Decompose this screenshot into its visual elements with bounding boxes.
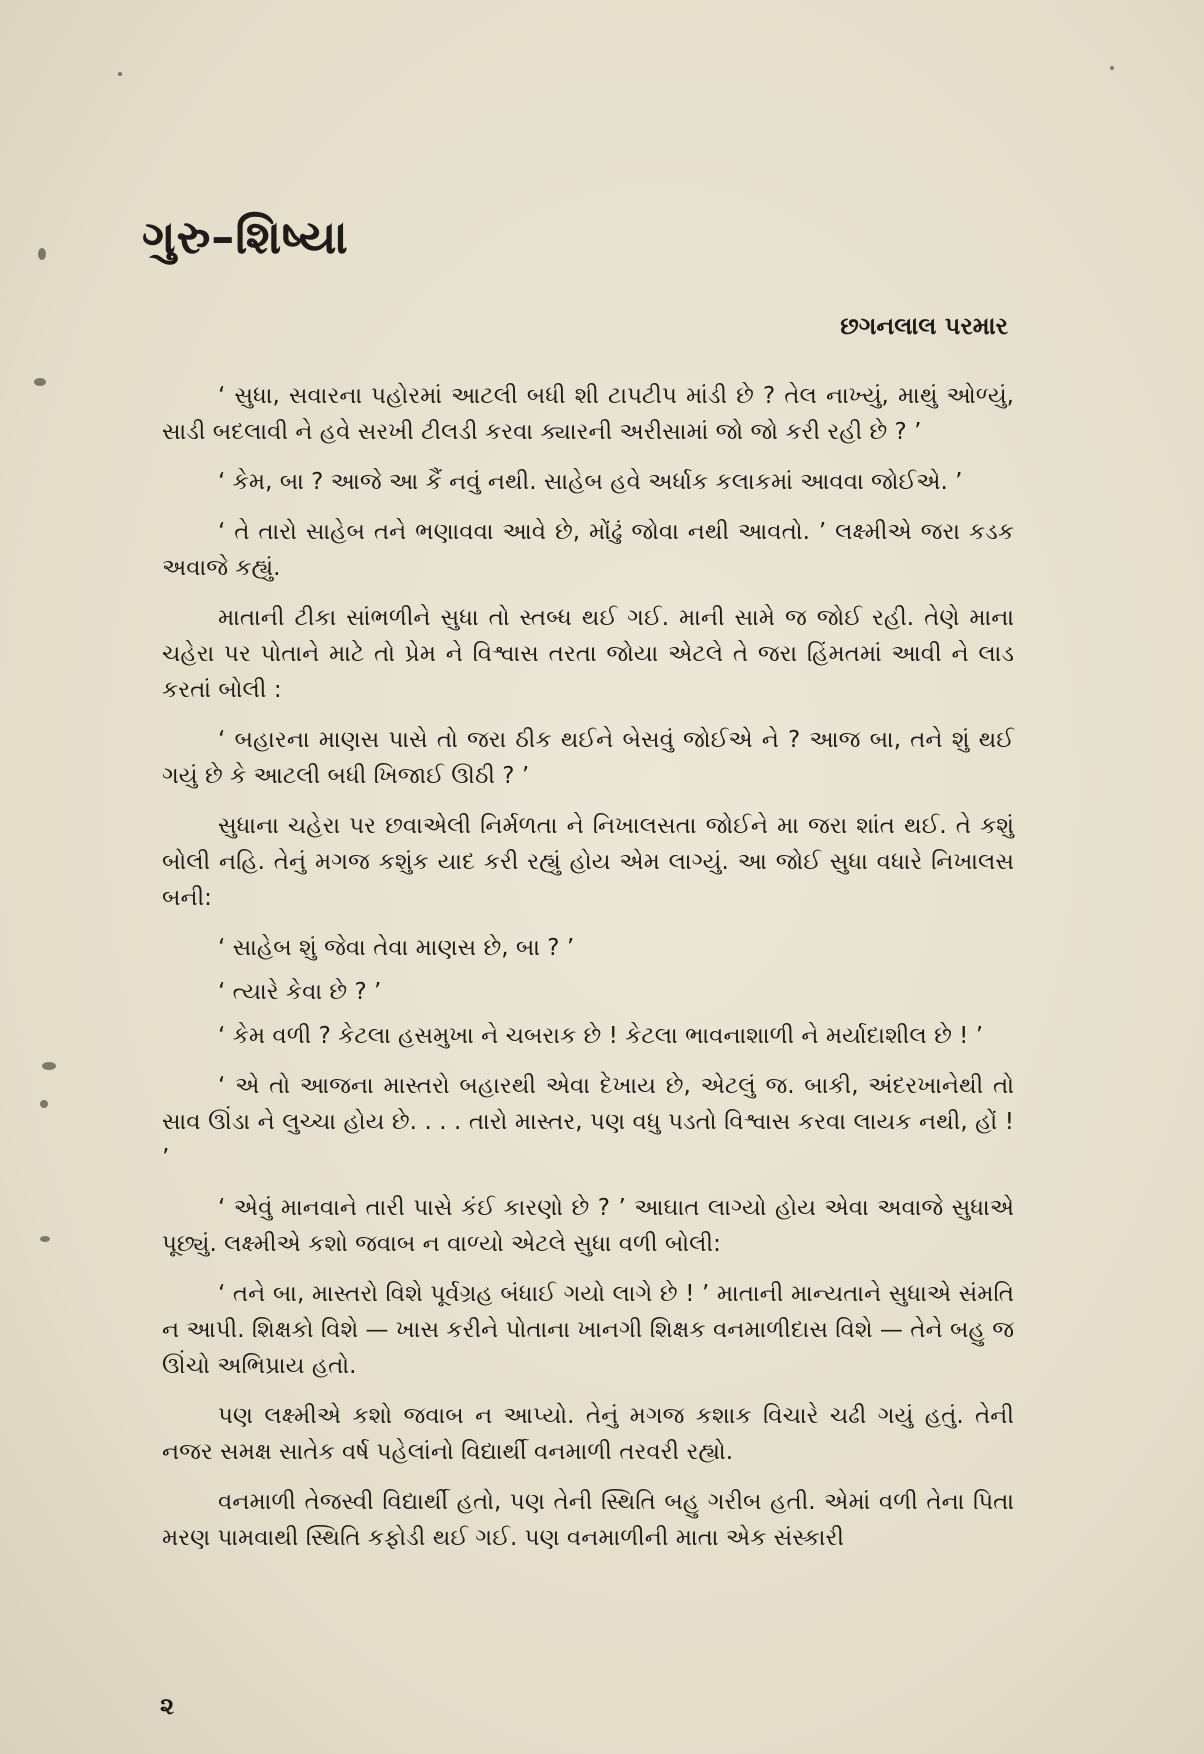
article-body [162, 378, 1014, 1570]
article-title: ગુરુ–શિષ્યા [142, 210, 349, 264]
paragraph: વનમાળી તેજસ્વી વિદ્યાર્થી હતો, પણ તેની સ્થિતિ બહુ ગરીબ હતી. એમાં વળી તેના પિતા મરણ પામવાથી સ્થિતિ કફોડી થઈ ગઈ. પણ વનમાળીની માતા એક સંસ્કારી [162, 1489, 1014, 1551]
paragraph: સુધાના ચહેરા પર છવાએલી નિર્મળતા ને નિખાલસતા જોઈને મા જરા શાંત થઈ. તે કશું બોલી નહિ. તેનું મગજ કશુંક યાદ કરી રહ્યું હોય એમ લાગ્યું. આ જોઈ સુધા વધારે નિખાલસ બની: [162, 813, 1014, 911]
paragraph: ‘ સુધા, સવારના પહોરમાં આટલી બધી શી ટાપટીપ માંડી છે ? તેલ નાખ્યું, માથું ઓળ્યું, સાડી બદલાવી ને હવે સરખી ટીલડી કરવા ક્યારની અરીસામાં જો જો કરી રહી છે ? ’ [162, 383, 1014, 445]
paragraph: ‘ કેમ વળી ? કેટલા હસમુખા ને ચબરાક છે ! કેટલા ભાવનાશાળી ને મર્યાદાશીલ છે ! ’ [218, 1023, 984, 1049]
paragraph: ‘ બહારના માણસ પાસે તો જરા ઠીક થઈને બેસવું જોઈએ ને ? આજ બા, તને શું થઈ ગયું છે કે આટલી બધી ખિજાઈ ઊઠી ? ’ [162, 727, 1014, 789]
paragraph: ‘ ત્યારે કેવા છે ? ’ [218, 979, 382, 1005]
page-speck [40, 1100, 48, 1108]
paragraph: ‘ તે તારો સાહેબ તને ભણાવવા આવે છે, મોંઢું જોવા નથી આવતો. ’ લક્ષ્મીએ જરા કડક અવાજે કહ્યું. [162, 519, 1014, 581]
page-speck [118, 72, 122, 76]
paragraph: ‘ સાહેબ શું જેવા તેવા માણસ છે, બા ? ’ [218, 935, 575, 961]
page-speck [38, 248, 46, 260]
page-speck [1110, 66, 1114, 70]
paragraph: માતાની ટીકા સાંભળીને સુધા તો સ્તબ્ધ થઈ ગઈ. માની સામે જ જોઈ રહી. તેણે માના ચહેરા પર પોતાને માટે તો પ્રેમ ને વિશ્વાસ તરતા જોયા એટલે તે જરા હિંમતમાં આવી ને લાડ કરતાં બોલી : [162, 605, 1014, 703]
page-speck [40, 1236, 50, 1242]
paragraph: ‘ એવું માનવાને તારી પાસે કંઈ કારણો છે ? ’ આઘાત લાગ્યો હોય એવા અવાજે સુધાએ પૂછ્યું. લક્ષ્મીએ કશો જવાબ ન વાળ્યો એટલે સુધા વળી બોલી: [162, 1195, 1014, 1257]
paragraph: પણ લક્ષ્મીએ કશો જવાબ ન આપ્યો. તેનું મગજ કશાક વિચારે ચઢી ગયું હતું. તેની નજર સમક્ષ સાતેક વર્ષ પહેલાંનો વિદ્યાર્થી વનમાળી તરવરી રહ્યો. [162, 1403, 1014, 1465]
author-name: છગનલાલ પરમાર [840, 312, 1008, 340]
paragraph: ‘ તને બા, માસ્તરો વિશે પૂર્વગ્રહ બંધાઈ ગયો લાગે છે ! ’ માતાની માન્યતાને સુધાએ સંમતિ ન આપી. શિક્ષકો વિશે — ખાસ કરીને પોતાના ખાનગી શિક્ષક વનમાળીદાસ વિશે — તેને બહુ જ ઊંચો અભિપ્રાય હતો. [162, 1281, 1014, 1379]
paragraph: ‘ એ તો આજના માસ્તરો બહારથી એવા દેખાય છે, એટલું જ. બાકી, અંદરખાનેથી તો સાવ ઊંડા ને લુચ્ચા હોય છે. . . . તારો માસ્તર, પણ વધુ પડતો વિશ્વાસ કરવા લાયક નથી, હોં ! ’ [162, 1073, 1014, 1171]
paragraph: ‘ કેમ, બા ? આજે આ કૈં નવું નથી. સાહેબ હવે અર્ધાક કલાકમાં આવવા જોઈએ. ’ [218, 469, 963, 495]
page-number: ૨ [160, 1692, 175, 1720]
page-speck [42, 1062, 56, 1070]
page-speck [34, 378, 46, 386]
